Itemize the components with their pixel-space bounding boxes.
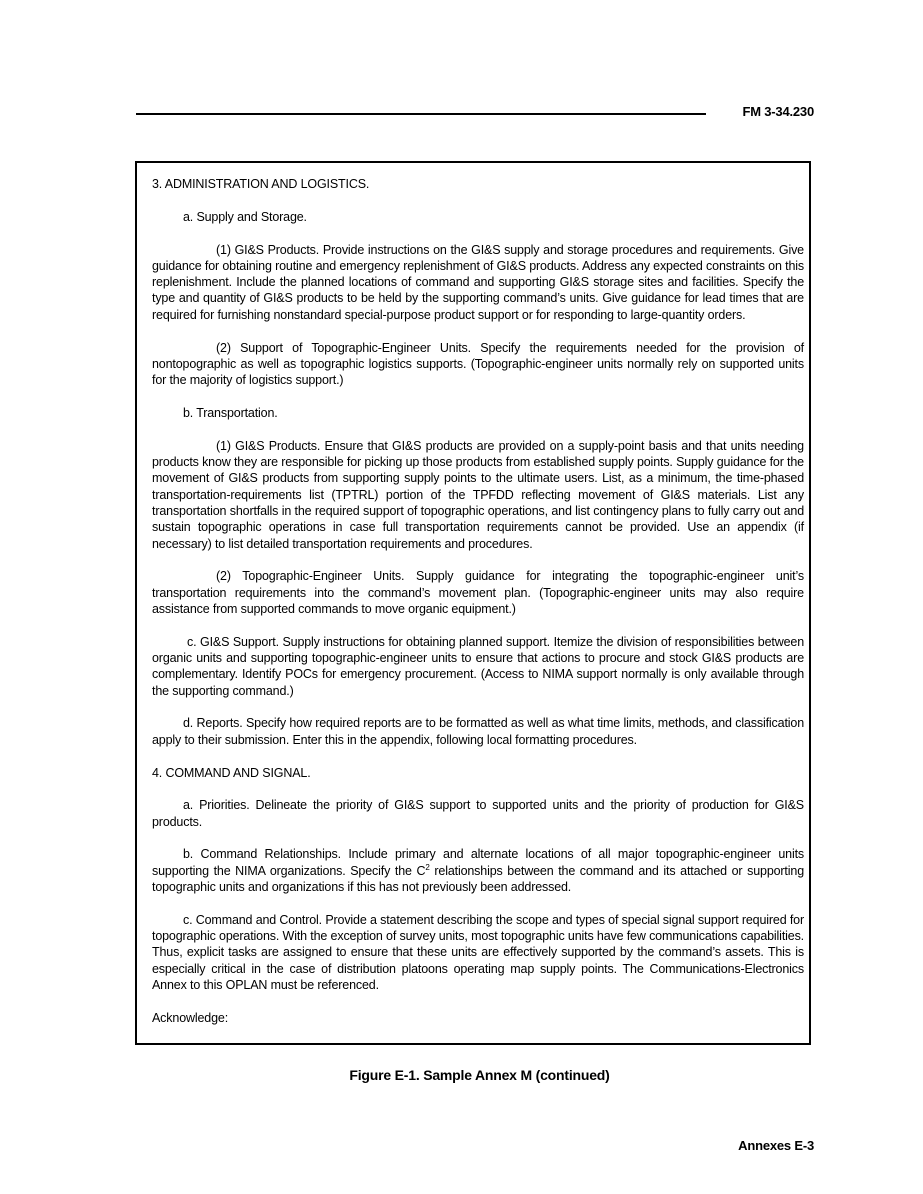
annex-content	[152, 176, 804, 1026]
page-footer: Annexes E-3	[738, 1138, 814, 1153]
section-3b1-paragraph: (1) GI&S Products. Ensure that GI&S products are provided on a supply-point basis and that units needing products know they are responsible for picking up those products from established supply points. Supply guidance for the movement of GI&S products from supporting supply points to the ultimate users. List, as a minimum, the time-phased transportation-requirements list (TPTRL) portion of the TPFDD reflecting movement of GI&S materials. List any transportation shortfalls in the required support of topographic operations, and list contingency plans to fully carry out and sustain topographic operations in case full transportation requirements cannot be provided. Use an appendix (if necessary) to list detailed transportation requirements and procedures.	[152, 438, 804, 551]
section-3-heading: 3. ADMINISTRATION AND LOGISTICS.	[152, 177, 370, 191]
section-4-heading: 4. COMMAND AND SIGNAL.	[152, 765, 311, 780]
document-number: FM 3-34.230	[742, 104, 814, 119]
section-4b-text-start: b. Command Relationships. Include primary and alternate locations of all major topographic-engineer units supporting the NIMA organizations. Specify the C	[152, 847, 804, 878]
section-3a2-paragraph: (2) Support of Topographic-Engineer Units. Specify the requirements needed for the provision of nontopographic as well as topographic logistics supports. (Topographic-engineer units normally rely on supported units for the majority of logistics support.)	[152, 340, 804, 388]
annex-frame	[135, 161, 811, 1045]
section-3d-paragraph: d. Reports. Specify how required reports are to be formatted as well as what time limits, methods, and classification apply to their submission. Enter this in the appendix, following local formatting procedures.	[152, 716, 804, 747]
superscript-2: 2	[425, 862, 430, 872]
figure-caption: Figure E-1. Sample Annex M (continued)	[349, 1067, 610, 1083]
section-4a-paragraph: a. Priorities. Delineate the priority of GI&S support to supported units and the priority of production for GI&S products.	[152, 798, 804, 829]
section-4b-text-end: relationships between the command and its attached or supporting topographic units and organizations if this has not previously been addressed.	[152, 863, 804, 894]
section-3a-heading: a. Supply and Storage.	[183, 209, 307, 224]
section-3b2-paragraph: (2) Topographic-Engineer Units. Supply guidance for integrating the topographic-engineer unit’s transportation requirements into the command’s movement plan. (Topographic-engineer units may also require assistance from supported commands to move organic equipment.)	[152, 569, 804, 616]
section-4b-paragraph	[152, 846, 804, 895]
section-4c-paragraph: c. Command and Control. Provide a statement describing the scope and types of special signal support required for topographic operations. With the exception of survey units, most topographic units have few communications capabilities. Thus, explicit tasks are assigned to ensure that these units are effectively supported by the command’s assets. This is especially critical in the case of distribution platoons operating map supply points. The Communications-Electronics Annex to this OPLAN must be referenced.	[152, 912, 804, 992]
section-3c-paragraph: c. GI&S Support. Supply instructions for obtaining planned support. Itemize the division of responsibilities between organic units and supporting topographic-engineer units to ensure that actions to procure and stock GI&S products are complementary. Identify POCs for emergency procurement. (Access to NIMA support normally is only available through the supporting command.)	[152, 634, 804, 698]
header-rule	[136, 113, 706, 115]
section-3a1-paragraph: (1) GI&S Products. Provide instructions on the GI&S supply and storage procedures and requirements. Give guidance for obtaining routine and emergency replenishment of GI&S products. Address any expected constraints on this replenishment. Include the planned locations of command and supporting GI&S storage sites and facilities. Specify the type and quantity of GI&S products to be held by the supporting command’s units. Give guidance for lead times that are required for furnishing nonstandard special-purpose product support or for responding to large-quantity orders.	[152, 242, 804, 322]
section-3b-heading: b. Transportation.	[183, 405, 278, 420]
acknowledge-line: Acknowledge:	[152, 1010, 229, 1025]
